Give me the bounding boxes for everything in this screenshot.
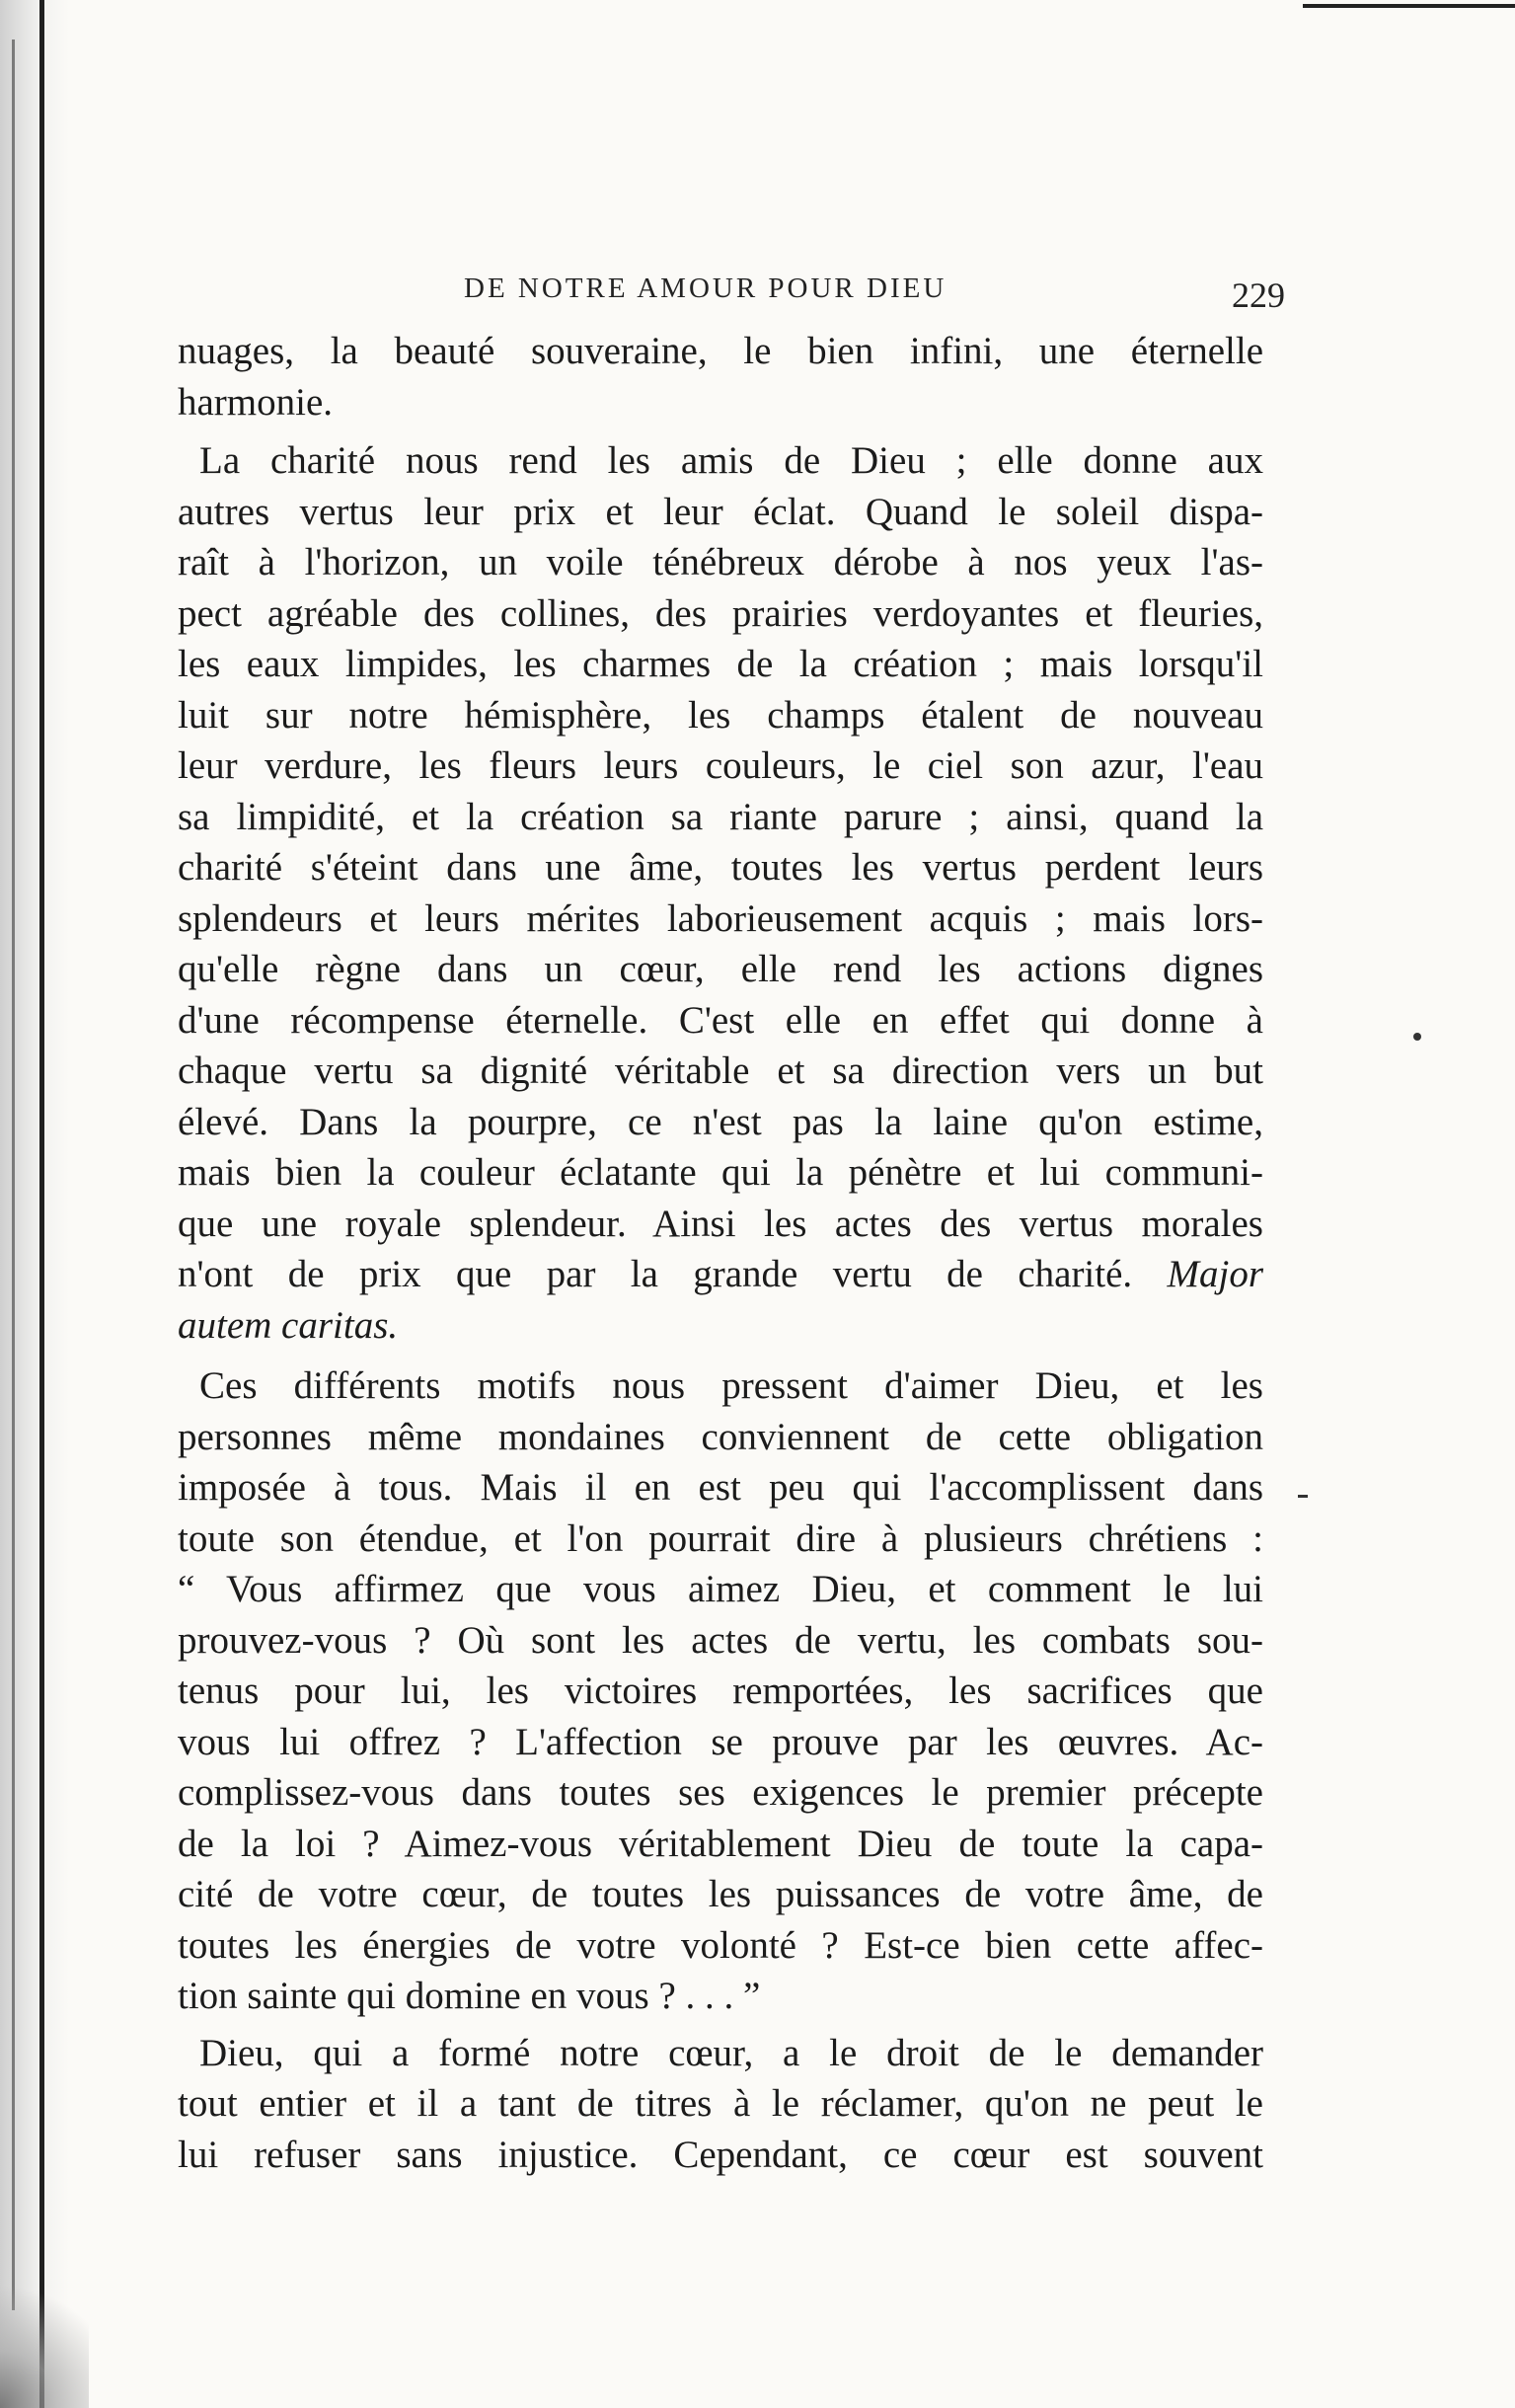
ink-mark <box>1298 1495 1308 1498</box>
binding-edge <box>39 0 44 2408</box>
text-line: personnes même mondaines conviennent de cette obligation <box>178 1415 1263 1458</box>
text-line: mais bien la couleur éclatante qui la pénètre et lui communi- <box>178 1151 1263 1194</box>
ink-speck <box>1413 1033 1421 1041</box>
text-line: toute son étendue, et l'on pourrait dire à plusieurs chrétiens : <box>178 1516 1263 1560</box>
text-line: toutes les énergies de votre volonté ? Est-ce bien cette affec- <box>178 1923 1263 1967</box>
page-body <box>178 326 1263 2180</box>
text-line: les eaux limpides, les charmes de la création ; mais lorsqu'il <box>178 643 1263 685</box>
text-line: imposée à tous. Mais il en est peu qui l'accomplissent dans <box>178 1466 1263 1509</box>
text-line: tout entier et il a tant de titres à le réclamer, qu'on ne peut le <box>178 2082 1263 2125</box>
corner-smudge <box>0 2271 89 2408</box>
page-binding-shadow <box>0 0 69 2408</box>
text-line: raît à l'horizon, un voile ténébreux dérobe à nos yeux l'as- <box>178 541 1263 583</box>
text-line: La charité nous rend les amis de Dieu ; elle donne aux <box>199 439 1263 482</box>
text-line: prouvez-vous ? Où sont les actes de vertu, les combats sou- <box>178 1618 1263 1662</box>
paragraphs <box>178 326 1263 2180</box>
text-line: qu'elle règne dans un cœur, elle rend les actions dignes <box>178 948 1263 990</box>
text-line: tion sainte qui domine en vous ? . . . ” <box>178 1975 761 2017</box>
text-line: complissez-vous dans toutes ses exigences le premier précepte <box>178 1771 1263 1814</box>
text-line: nuages, la beauté souveraine, le bien infini, une éternelle <box>178 330 1263 372</box>
text-line: harmonie. <box>178 380 334 424</box>
text-line: tenus pour lui, les victoires remportées, les sacrifices que <box>178 1670 1263 1712</box>
text-line: Dieu, qui a formé notre cœur, a le droit de le demander <box>199 2031 1263 2074</box>
text-line: cité de votre cœur, de toutes les puissances de votre âme, de <box>178 1873 1263 1915</box>
paragraph <box>178 2028 1263 2181</box>
italic-phrase: autem caritas. <box>178 1303 399 1347</box>
text-line: vous lui offrez ? L'affection se prouve par les œuvres. Ac- <box>178 1720 1263 1763</box>
text-line: luit sur notre hémisphère, les champs étalent de nouveau <box>178 693 1263 737</box>
text-line: chaque vertu sa dignité véritable et sa direction vers un but <box>178 1049 1263 1092</box>
text-line: “ Vous affirmez que vous aimez Dieu, et comment le lui <box>178 1568 1263 1610</box>
italic-phrase: Major <box>1167 1253 1263 1295</box>
text-line <box>178 1300 1263 1352</box>
paragraph <box>178 1360 1263 2022</box>
text-line: d'une récompense éternelle. C'est elle en effet qui donne à <box>178 998 1263 1042</box>
text-line: n'ont de prix que par la grande vertu de charité. Major <box>178 1253 1263 1295</box>
binding-edge-mark <box>12 39 15 2310</box>
text-line: sa limpidité, et la création sa riante parure ; ainsi, quand la <box>178 795 1263 838</box>
text-line: lui refuser sans injustice. Cependant, ce cœur est souvent <box>178 2133 1263 2176</box>
text-line: leur verdure, les fleurs leurs couleurs, le ciel son azur, l'eau <box>178 744 1263 787</box>
running-title: DE NOTRE AMOUR POUR DIEU <box>464 272 947 304</box>
text-line: autres vertus leur prix et leur éclat. Quand le soleil dispa- <box>178 490 1263 533</box>
text-line: pect agréable des collines, des prairies verdoyantes et fleuries, <box>178 591 1263 635</box>
paragraph <box>178 435 1263 1351</box>
text-line: élevé. Dans la pourpre, ce n'est pas la laine qu'on estime, <box>178 1100 1263 1143</box>
text-line: charité s'éteint dans une âme, toutes les vertus perdent leurs <box>178 846 1263 889</box>
page-number: 229 <box>1232 275 1285 315</box>
text-line: splendeurs et leurs mérites laborieusement acquis ; mais lors- <box>178 896 1263 940</box>
text-line: de la loi ? Aimez-vous véritablement Dieu de toute la capa- <box>178 1822 1263 1865</box>
text-line: que une royale splendeur. Ainsi les actes des vertus morales <box>178 1202 1263 1245</box>
page-edge-rule <box>1303 4 1515 8</box>
paragraph <box>178 326 1263 427</box>
text-line: Ces différents motifs nous pressent d'aimer Dieu, et les <box>199 1364 1263 1407</box>
